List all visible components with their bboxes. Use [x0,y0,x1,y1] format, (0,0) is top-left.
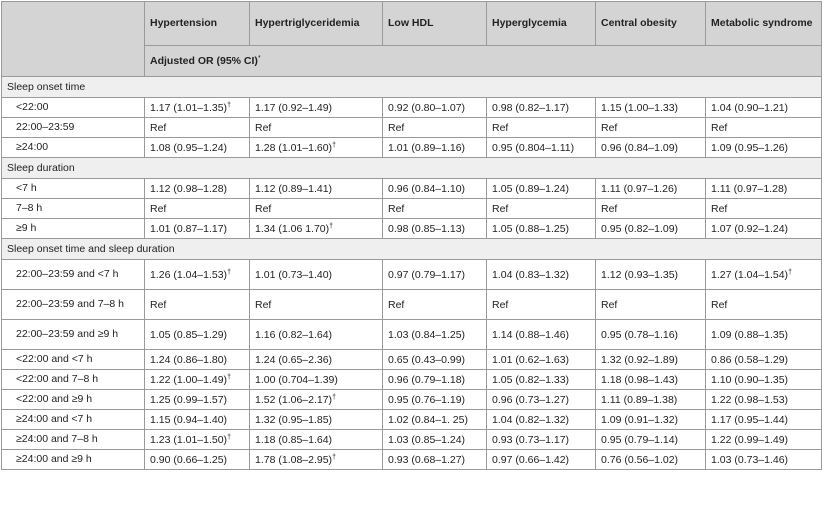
odds-ratio-cell [250,260,383,290]
column-header: Central obesity [596,2,706,46]
row-label-header [2,2,145,77]
odds-ratio-value: Ref [492,121,509,134]
odds-ratio-value: 0.97 (0.79–1.17) [388,268,466,281]
odds-ratio-cell [145,199,250,219]
odds-ratio-cell [487,118,596,138]
odds-ratio-cell [706,179,822,199]
odds-ratio-value: 0.97 (0.66–1.42) [492,453,570,466]
odds-ratio-value: 1.04 (0.82–1.32) [492,413,570,426]
odds-ratio-cell [706,98,822,118]
odds-ratio-value: Ref [255,298,272,311]
section-header-row [2,158,822,179]
odds-ratio-cell [383,430,487,450]
odds-ratio-value: 1.01 (0.62–1.63) [492,353,570,366]
odds-ratio-value: Ref [601,298,618,311]
odds-ratio-cell [596,430,706,450]
table-row [2,450,822,470]
table-row [2,370,822,390]
odds-ratio-value: 1.11 (0.89–1.38) [601,393,678,406]
odds-ratio-cell [706,199,822,219]
table-header [2,2,822,77]
significance-mark: † [332,453,336,461]
significance-mark: † [329,222,334,230]
odds-ratio-cell [596,350,706,370]
odds-ratio-cell [250,98,383,118]
odds-ratio-cell [383,118,487,138]
odds-ratio-value: 1.05 (0.88–1.25) [492,222,570,235]
odds-ratio-value: 1.08 (0.95–1.24) [150,141,228,154]
odds-ratio-cell [250,350,383,370]
odds-ratio-cell [706,320,822,350]
odds-ratio-cell [145,179,250,199]
odds-ratio-cell [250,138,383,158]
odds-ratio-cell [487,320,596,350]
odds-ratio-cell [487,370,596,390]
odds-ratio-value: 0.96 (0.73–1.27) [492,393,570,406]
odds-ratio-value: 0.65 (0.43–0.99) [388,353,466,366]
odds-ratio-value: 1.05 (0.82–1.33) [492,373,570,386]
odds-ratio-cell [145,98,250,118]
odds-ratio-value: 0.96 (0.84–1.09) [601,141,679,154]
odds-ratio-cell [596,260,706,290]
odds-ratio-value: 0.98 (0.85–1.13) [388,222,466,235]
significance-mark: † [332,393,336,401]
odds-ratio-cell [250,450,383,470]
odds-ratio-value: 1.09 (0.95–1.26) [711,141,789,154]
odds-ratio-cell [706,350,822,370]
odds-ratio-value: Ref [492,202,509,215]
odds-ratio-cell [706,410,822,430]
odds-ratio-value: Ref [711,121,728,134]
section-header-row [2,239,822,260]
column-header: Metabolic syndrome [706,2,822,46]
odds-ratio-value: 1.27 (1.04–1.54) [711,268,789,281]
odds-ratio-cell [145,118,250,138]
odds-ratio-cell [383,370,487,390]
odds-ratio-cell [706,430,822,450]
table-row [2,410,822,430]
odds-ratio-value: 1.03 (0.84–1.25) [388,328,466,341]
odds-ratio-value: Ref [711,298,728,311]
odds-ratio-value: 1.17 (0.95–1.44) [711,413,789,426]
row-label: 22:00–23:59 and <7 h [2,260,145,290]
table-row [2,179,822,199]
odds-ratio-value: 0.98 (0.82–1.17) [492,101,570,114]
odds-ratio-value: 0.90 (0.66–1.25) [150,453,228,466]
column-header: Hypertension [145,2,250,46]
odds-ratio-value: 1.05 (0.89–1.24) [492,182,570,195]
odds-ratio-value: 0.92 (0.80–1.07) [388,101,466,114]
odds-ratio-value: 1.26 (1.04–1.53) [150,268,228,281]
odds-ratio-cell [383,260,487,290]
odds-ratio-cell [706,450,822,470]
column-header: Low HDL [383,2,487,46]
odds-ratio-value: 1.25 (0.99–1.57) [150,393,228,406]
significance-mark: † [332,141,336,149]
odds-ratio-cell [145,430,250,450]
odds-ratio-value: 1.10 (0.90–1.35) [711,373,789,386]
odds-ratio-cell [250,320,383,350]
odds-ratio-value: 1.14 (0.88–1.46) [492,328,570,341]
odds-ratio-cell [383,98,487,118]
odds-ratio-value: 1.22 (1.00–1.49) [150,373,228,386]
table-row [2,350,822,370]
odds-ratio-value: 1.05 (0.85–1.29) [150,328,228,341]
odds-ratio-cell [596,118,706,138]
table-row [2,260,822,290]
odds-ratio-value: 1.09 (0.91–1.32) [601,413,679,426]
row-label: <22:00 and ≥9 h [2,390,145,410]
odds-ratio-value: 0.96 (0.84–1.10) [388,182,466,195]
odds-ratio-cell [383,450,487,470]
table-row [2,430,822,450]
odds-ratio-value: 1.78 (1.08–2.95) [255,453,333,466]
subheader-footnote-mark: * [257,55,261,62]
odds-ratio-value: 1.02 (0.84–1. 25) [388,413,468,426]
odds-ratio-cell [250,179,383,199]
odds-ratio-value: 0.95 (0.804–1.11) [492,141,575,154]
odds-ratio-cell [596,219,706,239]
odds-ratio-cell [596,290,706,320]
significance-mark: † [227,101,231,109]
odds-ratio-cell [706,260,822,290]
section-title: Sleep duration [2,158,822,179]
odds-ratio-value: Ref [388,298,405,311]
table-row [2,290,822,320]
row-label: <22:00 and <7 h [2,350,145,370]
odds-ratio-cell [145,370,250,390]
odds-ratio-value: Ref [150,298,167,311]
odds-ratio-value: 1.04 (0.90–1.21) [711,101,789,114]
odds-ratio-cell [250,430,383,450]
odds-ratio-cell [596,410,706,430]
odds-ratio-cell [250,219,383,239]
odds-ratio-value: 0.95 (0.79–1.14) [601,433,679,446]
odds-ratio-value: 1.04 (0.83–1.32) [492,268,570,281]
odds-ratio-cell [383,350,487,370]
odds-ratio-cell [383,219,487,239]
odds-ratio-cell [383,410,487,430]
odds-ratio-value: Ref [492,298,509,311]
row-label: <7 h [2,179,145,199]
odds-ratio-cell [596,370,706,390]
significance-mark: † [227,373,231,381]
odds-ratio-cell [383,320,487,350]
odds-ratio-value: 0.95 (0.82–1.09) [601,222,679,235]
odds-ratio-value: 1.17 (1.01–1.35) [150,101,228,114]
odds-ratio-cell [596,138,706,158]
table-row [2,98,822,118]
odds-ratio-value: 1.07 (0.92–1.24) [711,222,789,235]
odds-ratio-value: Ref [388,121,405,134]
row-label: <22:00 [2,98,145,118]
row-label: 22:00–23:59 [2,118,145,138]
odds-ratio-cell [487,179,596,199]
odds-ratio-cell [145,350,250,370]
odds-ratio-cell [487,390,596,410]
section-header-row [2,77,822,98]
odds-ratio-cell [706,290,822,320]
odds-ratio-cell [145,410,250,430]
odds-ratio-cell [706,370,822,390]
odds-ratio-cell [596,179,706,199]
significance-mark: † [788,268,792,276]
odds-ratio-cell [250,199,383,219]
odds-ratio-cell [487,430,596,450]
odds-ratio-value: 1.12 (0.89–1.41) [255,182,333,195]
odds-ratio-cell [487,450,596,470]
odds-ratio-cell [250,370,383,390]
section-title: Sleep onset time [2,77,822,98]
odds-ratio-cell [487,410,596,430]
odds-ratio-cell [596,390,706,410]
odds-ratio-cell [145,290,250,320]
odds-ratio-value: 0.96 (0.79–1.18) [388,373,466,386]
odds-ratio-value: 1.32 (0.95–1.85) [255,413,333,426]
odds-ratio-cell [383,199,487,219]
odds-ratio-cell [487,219,596,239]
odds-ratio-value: 1.01 (0.73–1.40) [255,268,333,281]
odds-ratio-cell [250,290,383,320]
odds-ratio-value: 1.03 (0.73–1.46) [711,453,789,466]
odds-ratio-cell [145,320,250,350]
odds-ratio-cell [706,138,822,158]
section-title: Sleep onset time and sleep duration [2,239,822,260]
odds-ratio-value: 1.23 (1.01–1.50) [150,433,228,446]
significance-mark: † [227,433,231,441]
odds-ratio-value: 0.95 (0.76–1.19) [388,393,466,406]
odds-ratio-value: Ref [388,202,405,215]
odds-ratio-cell [596,199,706,219]
row-label: ≥24:00 and <7 h [2,410,145,430]
odds-ratio-cell [145,390,250,410]
significance-mark: † [227,268,231,276]
row-label: 7–8 h [2,199,145,219]
sleep-odds-ratio-table [1,1,822,470]
odds-ratio-cell [596,98,706,118]
odds-ratio-value: 1.03 (0.85–1.24) [388,433,466,446]
odds-ratio-value: 1.15 (1.00–1.33) [601,101,679,114]
column-header-row [2,2,822,46]
odds-ratio-value: 0.76 (0.56–1.02) [601,453,679,466]
odds-ratio-cell [596,320,706,350]
odds-ratio-value: 1.15 (0.94–1.40) [150,413,228,426]
table-row [2,320,822,350]
row-label: ≥24:00 and ≥9 h [2,450,145,470]
subheader [145,46,822,77]
odds-ratio-cell [487,199,596,219]
odds-ratio-value: Ref [711,202,728,215]
odds-ratio-cell [383,390,487,410]
subheader-text: Adjusted OR (95% CI) [150,55,258,67]
odds-ratio-value: Ref [150,121,167,134]
odds-ratio-cell [487,260,596,290]
odds-ratio-cell [145,260,250,290]
row-label: ≥24:00 and 7–8 h [2,430,145,450]
odds-ratio-value: 0.93 (0.68–1.27) [388,453,466,466]
odds-ratio-cell [145,450,250,470]
odds-ratio-cell [706,118,822,138]
table-row [2,138,822,158]
odds-ratio-value: 1.32 (0.92–1.89) [601,353,679,366]
odds-ratio-value: 1.22 (0.99–1.49) [711,433,789,446]
odds-ratio-cell [383,290,487,320]
odds-ratio-value: 1.11 (0.97–1.28) [711,182,788,195]
row-label: <22:00 and 7–8 h [2,370,145,390]
odds-ratio-value: 1.12 (0.93–1.35) [601,268,679,281]
odds-ratio-cell [145,138,250,158]
odds-ratio-value: 1.52 (1.06–2.17) [255,393,333,406]
odds-ratio-value: 1.16 (0.82–1.64) [255,328,333,341]
odds-ratio-value: 1.01 (0.87–1.17) [150,222,228,235]
odds-ratio-value: 1.22 (0.98–1.53) [711,393,789,406]
odds-ratio-value: 1.18 (0.98–1.43) [601,373,679,386]
odds-ratio-value: 1.34 (1.06 1.70) [255,222,330,235]
odds-ratio-cell [706,390,822,410]
odds-ratio-cell [250,118,383,138]
row-label: ≥9 h [2,219,145,239]
odds-ratio-cell [487,350,596,370]
odds-ratio-value: 1.18 (0.85–1.64) [255,433,333,446]
odds-ratio-value: Ref [601,202,618,215]
odds-ratio-value: 1.11 (0.97–1.26) [601,182,678,195]
odds-ratio-value: Ref [601,121,618,134]
odds-ratio-cell [250,390,383,410]
odds-ratio-value: 1.17 (0.92–1.49) [255,101,333,114]
table-row [2,390,822,410]
table-row [2,219,822,239]
odds-ratio-value: Ref [255,121,272,134]
odds-ratio-cell [145,219,250,239]
odds-ratio-cell [250,410,383,430]
table-row [2,118,822,138]
odds-ratio-value: Ref [150,202,167,215]
odds-ratio-value: 1.24 (0.65–2.36) [255,353,333,366]
row-label: ≥24:00 [2,138,145,158]
odds-ratio-value: 1.09 (0.88–1.35) [711,328,789,341]
odds-ratio-value: 0.95 (0.78–1.16) [601,328,679,341]
row-label: 22:00–23:59 and 7–8 h [2,290,145,320]
table-row [2,199,822,219]
odds-ratio-value: 1.24 (0.86–1.80) [150,353,228,366]
odds-ratio-value: 0.86 (0.58–1.29) [711,353,789,366]
column-header: Hypertriglyceridemia [250,2,383,46]
odds-ratio-cell [596,450,706,470]
odds-ratio-value: 1.00 (0.704–1.39) [255,373,338,386]
table-body [2,77,822,470]
odds-ratio-value: 0.93 (0.73–1.17) [492,433,570,446]
odds-ratio-cell [383,138,487,158]
odds-ratio-cell [487,290,596,320]
odds-ratio-cell [706,219,822,239]
odds-ratio-cell [487,138,596,158]
odds-ratio-cell [383,179,487,199]
row-label: 22:00–23:59 and ≥9 h [2,320,145,350]
odds-ratio-value: 1.01 (0.89–1.16) [388,141,466,154]
odds-ratio-cell [487,98,596,118]
odds-ratio-value: Ref [255,202,272,215]
odds-ratio-value: 1.12 (0.98–1.28) [150,182,228,195]
column-header: Hyperglycemia [487,2,596,46]
odds-ratio-value: 1.28 (1.01–1.60) [255,141,333,154]
